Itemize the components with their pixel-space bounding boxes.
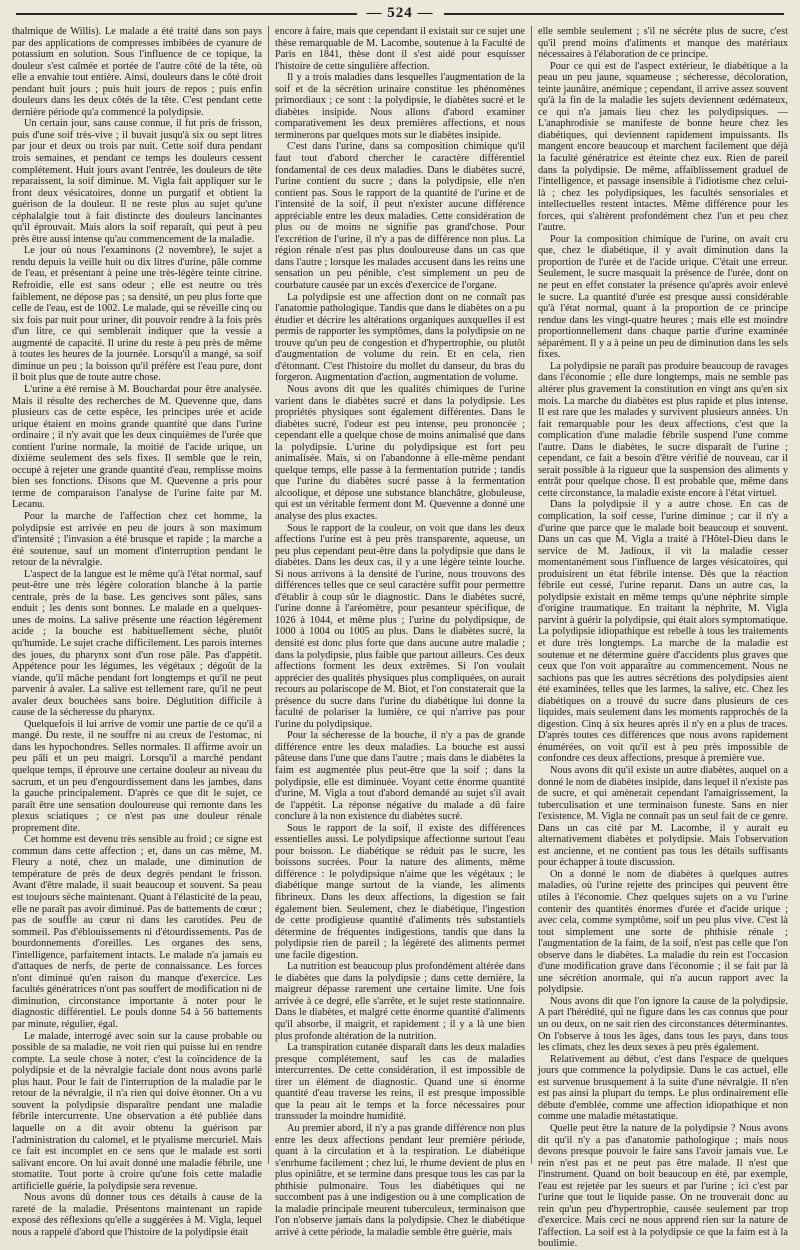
paragraph: Sous le rapport de la couleur, on voit que dans les deux affections l'urine est à peu près transparente, aqueuse, un peu plus cependant peut-être dans la polydipsie que dans le diabètes. Dans les deux cas, il y a une légère teinte louche. Si nous arrivons à la densité de l'urine, nous trouvons des différences telles que ce seul caractère suffit pour permettre d'établir à coup sûr le diagnostic. Dans le diabètes sucré, l'urine donne à l'aréomètre, pour pesanteur spécifique, de 1026 à 1044, et même plus ; l'urine du polydipsique, de 1000 à 1004 ou 1005 au plus. Dans le diabètes sucré, la densité est donc plus forte que dans aucune autre maladie ; dans la polydipsie, plus faible que partout ailleurs. Ces deux affections forment les deux extrêmes. Si l'on voulait apprécier des qualités physiques plus compliquées, on aurait recours au polariscope de M. Biot, et l'on constaterait que la présence du sucre dans l'urine du diabétique lui donne la faculté de polariser la lumière, ce qui n'arrive pas pour l'urine du polydipsique. (275, 522, 525, 730)
paragraph: L'aspect de la langue est le même qu'à l'état normal, sauf peut-être une très légère coloration blanche à la partie centrale, près de la base. Les gencives sont pâles, sans enduit ; les dents sont bonnes. Le malade en a quelques-unes de moins. La salive présente une réaction légèrement acide ; la bouche est habituellement sèche, plutôt qu'humide. Le sujet crache difficilement. Les parois internes des joues, du pharynx sont d'un rose pâle. Pas d'appétit. Appétence pour les légumes, les végétaux ; dégoût de la viande, qu'il mâche pendant fort longtemps et qu'il ne peut parvenir à avaler. La salive est tellement rare, qu'il ne peut avaler deux bouchées sans boire. Déglutition difficile à cause de la sécheresse du pharynx. (12, 568, 262, 719)
paragraph: Pour ce qui est de l'aspect extérieur, le diabétique a la peau un peu jaune, squameuse ; sécheresse, décoloration, teinte jaunâtre, anémique ; cependant, il arrive assez souvent qu'à la fin de la maladie les sujets deviennent œdémateux, ce qui n'a jamais lieu chez les polydipsiques. — L'anaphrodisie se manifeste de bonne heure chez les diabétiques, qui deviennent rapidement impuissants. Ils mangent encore beaucoup et marchent facilement que déjà la faculté génératrice est éteinte chez eux. Rien de pareil dans la polydipsie. De même, affaiblissement graduel de l'intelligence, et passage insensible à l'idiotisme chez celui-là ; chez les polydipsiques, les facultés sensoriales et intellectuelles restent intactes. Même différence pour les forces, qui s'altèrent profondément chez l'un et peu chez l'autre. (538, 60, 788, 234)
paragraph: C'est dans l'urine, dans sa composition chimique qu'il faut tout d'abord chercher le caractère différentiel fondamental de ces deux maladies. Dans le diabètes sucré, l'urine contient du sucre ; dans la polydipsie, elle n'en contient pas. Sous le rapport de la quantité de l'urine et de l'intensité de la soif, il peut n'exister aucune différence appréciable entre les deux maladies. Cette considération de plus ou de moins ne signifie pas grand'chose. Pour l'excrétion de l'urine, il n'y a pas de différence non plus. La région rénale n'est pas plus douloureuse dans un cas que dans l'autre ; lorsque les malades accusent dans les reins une sensation un peu pénible, c'est simplement un peu de courbature causée par un excès d'exercice de l'organe. (275, 141, 525, 292)
column-2 (268, 26, 531, 1238)
paragraph: Un certain jour, sans cause connue, il fut pris de frisson, puis d'une soif très-vive ; il buvait jusqu'à six ou sept litres par jour et deux ou trois par nuit. Cette soif dura pendant trois semaines, et pendant ce temps les douleurs cessent complétement. Huit jours avant l'entrée, les douleurs de tête reparaissent, la soif diminue. M. Vigla fait appliquer sur le front deux vésicatoires, donne un purgatif et obtient la guérison de la douleur. Il ne reste plus au sujet qu'une céphalalgie tout à fait distincte des douleurs lancinantes qu'il éprouvait. Mais alors la soif reparaît, qui peut à peu près être aussi intense qu'au commencement de la maladie. (12, 118, 262, 245)
column-3 (531, 26, 794, 1250)
paragraph: La nutrition est beaucoup plus profondément altérée dans le diabètes que dans la polydipsie ; dans cette dernière, la maigreur dépasse rarement une certaine limite. Une fois arrivée à ce degré, elle s'arrête, et le sujet reste stationnaire. Dans le diabètes, et malgré cette énorme quantité d'aliments qu'il absorbe, il maigrit, et rapidement ; il y a là une bien plus profonde altération de la nutrition. (275, 961, 525, 1042)
paragraph: Il y a trois maladies dans lesquelles l'augmentation de la soif et de la sécrétion urinaire constitue les phénomènes primordiaux ; ce sont : la polydipsie, le diabètes sucré et le diabètes insipide. Nous allons d'abord examiner comparativement les deux premières affections, et nous terminerons par quelques mots sur le diabètes insipide. (275, 72, 525, 141)
column-1 (6, 26, 268, 1238)
paragraph: On a donné le nom de diabètes à quelques autres maladies, où l'urine rejette des principes qui peuvent être utiles à l'économie. Chez quelques sujets on a vu l'urine contenir des quantités énormes d'urée et d'acide urique ; avec cela, comme symptôme, soif un peu plus vive. C'est là tout simplement une sorte de phthisie rénale ; l'augmentation de la faim, de la soif, n'est pas celle que l'on observe dans le diabètes. La maladie du rein est l'occasion d'une modification grave dans l'économie ; il se fait par là une sécrétion anormale, qui n'a aucun rapport avec la polydipsie. (538, 868, 788, 996)
paragraph: Nous avons dit que l'on ignore la cause de la polydipsie. A part l'hérédité, qui ne figure dans les cas connus que pour un ou deux, on ne sait rien des circonstances déterminantes. On l'observe à tous les âges, dans tous les pays, dans tous les climats, chez les deux sexes à peu près également. (538, 995, 788, 1054)
paragraph: Relativement au début, c'est dans l'espace de quelques jours que commence la polydipsie. Dans le cas actuel, elle est survenue brusquement à la suite d'une névralgie. Il n'en est pas ainsi la plupart du temps. Le plus ordinairement elle débute d'emblée, comme une affection idiopathique et non comme une maladie métastatique. (538, 1053, 788, 1123)
paragraph: Nous avons dit qu'il existe un autre diabètes, auquel on a donné le nom de diabètes insipide, dans lequel il n'existe pas de sucre, et qui amènerait cependant l'amaigrissement, la tuberculisation et une terminaison funeste. Sans en nier l'existence, M. Vigla ne connaît pas un seul fait de ce genre. Dans un cas cité par M. Lacombe, il y aurait eu alternativement diabètes et polydipsie. Mais l'observation est ancienne, et ne contient pas tous les détails suffisants pour échapper à toute discussion. (538, 765, 788, 869)
paragraph: Cet homme est devenu très sensible au froid ; ce signe est commun dans cette affection ; et, dans un cas même, M. Fleury a noté, chez un malade, une diminution de température de près de deux degrés pendant le frisson. Avant d'être malade, il suait beaucoup et souvent. Sa peau est toujours sèche maintenant. Quant à l'élasticité de la peau, elle ne paraît pas avoir diminué. Pas de battements de cœur ; pas de souffle au cœur ni dans les carotides. Peu de sommeil. Pas d'éblouissements ni d'étourdissements. Pas de bourdonnements d'oreilles. Les organes des sens, l'intelligence, parfaitement intacts. Le malade n'a jamais eu d'attaques de nerfs, de perte de connaissance. Les forces n'ont diminué qu'en raison du manque d'exercice. Les facultés génératrices n'ont pas souffert de modification ni de diminution, circonstance importante à noter pour le diagnostic différentiel. Le pouls donne 54 à 56 battements par minute, régulier, égal. (12, 834, 262, 1031)
paragraph: La polydipsie est une affection dont on ne connaît pas l'anatomie pathologique. Tandis que dans le diabètes on a pu étudier et décrire les altérations organiques auxquelles il est permis de rapporter les symptômes, dans la polydipsie on ne trouve qu'un peu de congestion et d'hypertrophie, ou plutôt d'augmentation de volume du rein. Et en cela, rien d'étonnant. C'est l'histoire du mollet du danseur, du bras du forgeron. Augmentation d'action, augmentation de volume. (275, 291, 525, 384)
paragraph: Pour la composition chimique de l'urine, on avait cru que, chez le diabétique, il y avait diminution dans la proportion de l'urée et de l'acide urique. C'était une erreur. Seulement, le sucre masquait la présence de l'urée, dont on ne peut en effet constater la présence qu'après avoir enlevé le sucre. La quantité d'urée est presque aussi considérable qu'à l'état normal, quant à la proportion de ce principe rendue dans les vingt-quatre heures ; mais elle est moindre proportionnellement dans chaque partie d'urine examinée séparément. Il y a à peine un peu de diminution dans les sels fixes. (538, 233, 788, 361)
paragraph: La transpiration cutanée disparaît dans les deux maladies presque complétement, sauf les cas de maladies intercurrentes. De cette considération, il est impossible de tirer un élément de diagnostic. Quand une si énorme quantité d'eau traverse les reins, il est presque impossible que la peau ait le temps et la force nécessaires pour transsuder la moindre humidité. (275, 1042, 525, 1123)
paragraph: Nous avons dit que les qualités chimiques de l'urine varient dans le diabètes sucré et dans la polydipsie. Les propriétés physiques sont également différentes. Dans le diabètes sucré, l'odeur est peu intense, peu prononcée ; cependant elle a quelque chose de moins animalisé que dans la polydipsie. L'urine du polydipsique est fort peu animalisée. Mais, si on l'abandonne à elle-même pendant quelque temps, elle passe à la fermentation putride ; tandis que l'urine du diabètes sucré passe à la fermentation alcoolique, et dépose une substance blanchâtre, globuleuse, qui est un véritable ferment dont M. Quevenne a donné une analyse des plus exactes. (275, 383, 525, 522)
paragraph: Quelle peut être la nature de la polydipsie ? Nous avons dit qu'il n'y a pas d'anatomie pathologique ; mais nous devons presque pouvoir le faire sans l'avoir jamais vue. Le rein n'est pas et ne peut pas être malade. Il n'est que l'instrument. Quand on boit beaucoup en été, par exemple, l'eau est rejetée par les sueurs et par l'urine ; ici c'est par l'urine que tout le liquide passe. On ne trouverait donc au rein qu'un peu d'hypertrophie, causée seulement par trop d'exercice. Mais ceci ne nous apprend rien sur la nature de l'affection. La soif est à la polydipsie ce que la faim est à la boulimie. (538, 1122, 788, 1250)
header-rule-left (16, 13, 364, 15)
paragraph: La polydipsie ne paraît pas produire beaucoup de ravages dans l'économie ; elle dure longtemps, mais ne semble pas altérer plus gravement la constitution en vingt ans qu'en six mois. La marche du diabètes est plus rapide et plus intense. Il est rare que les malades y survivent plusieurs années. Un fait remarquable pour les deux affections, c'est que la complication d'une maladie fébrile suspend l'une comme l'autre. Dans le diabètes, le sucre disparaît de l'urine ; cependant, ce fait a besoin d'être vérifié de nouveau, car il serait possible à la rigueur que la suspension des aliments y entrât pour quelque chose. Il est probable que, même dans cette circonstance, la maladie existe encore à l'état virtuel. (538, 360, 788, 499)
paragraph: Nous avons dû donner tous ces détails à cause de la rareté de la maladie. Présentons maintenant un rapide exposé des réflexions qu'elle a suggérées à M. Vigla, lequel nous a rappelé d'abord que l'histoire de la polydipsie était (12, 1192, 262, 1238)
page-header (6, 0, 794, 26)
paragraph: Pour la sécheresse de la bouche, il n'y a pas de grande différence entre les deux maladies. La bouche est aussi pâteuse dans l'une que dans l'autre ; mais dans le diabètes la faim est augmentée plus peut-être que la soif ; dans la polydipsie, elle est diminuée. Voyant cette énorme quantité d'urine, M. Vigla a tout d'abord demandé au sujet s'il avait de l'appétit. La réponse négative du malade a dû faire conclure à la non existence du diabètes sucré. (275, 730, 525, 823)
page-number: — 524 — (357, 5, 444, 22)
paragraph: Au premier abord, il n'y a pas grande différence non plus entre les deux affections pendant leur première période, quant à la circulation et à la respiration. Le diabétique s'enrhume facilement ; chez lui, le rhume devient de plus en plus opiniâtre, et se termine dans presque tous les cas par la phthisie pulmonaire. Tous les diabétiques qui ne succombent pas à une indigestion ou à une complication de la maladie principale meurent tuberculeux, terminaison que l'on n'observe jamais dans la polydipsie. Chez le diabétique arrivé à cette période, la maladie semble être guérie, mais (275, 1122, 525, 1238)
paragraph: Le jour où nous l'examinons (2 novembre), le sujet a rendu depuis la veille huit ou dix litres d'urine, pâle comme de l'eau, et présentant à peine une très-légère teinte citrine. Refroidie, elle est sans odeur ; elle est neutre ou très faiblement, ne dépose pas ; sa densité, un peu plus forte que celle de l'eau, est de 1002. Le malade, qui se réveille cinq ou six fois par nuit pour uriner, dit pouvoir rendre à la fois près d'un litre, ce qui semblerait indiquer que la vessie a augmenté de capacité. Il urine du reste à peu près de même à toutes les heures de la journée. Lorsqu'il a mangé, sa soif diminue un peu ; la boisson qu'il préfère est l'eau pure, dont il boit plus que de toute autre chose. (12, 245, 262, 384)
paragraph: Le malade, interrogé avec soin sur la cause probable ou possible de sa maladie, ne voit rien qui puisse lui en rendre compte. La seule chose à noter, c'est la coïncidence de la polydipsie et de la névralgie faciale dont nous avons parlé plus haut. Pour le fait de l'interruption de la maladie par le retour de la névralgie, il n'a rien qui doive étonner. On a vu souvent la polydipsie disparaître pendant une maladie fébrile intercurrente. Une observation a été publiée dans laquelle on a dit avoir obtenu la guérison par l'administration du calomel, et le ptyalisme mercuriel. Mais ce fait est incomplet en ce sens que le malade est sorti salivant encore. On lui avait donné une maladie fébrile, une stomatite. Tout porte à croire qu'une fois cette maladie artificielle guérie, la polydipsie sera revenue. (12, 1030, 262, 1192)
paragraph: Pour la marche de l'affection chez cet homme, la polydipsie est arrivée en peu de jours à son maximum d'intensité ; l'invasion a été brusque et rapide ; la marche a été soutenue, sauf un moment d'interruption pendant le retour de la névralgie. (12, 510, 262, 569)
paragraph: Sous le rapport de la soif, il existe des différences essentielles aussi. Le polydipsique affectionne surtout l'eau pour boisson. Le diabétique se réduit pas le sucre, les boissons sucrées. Pour la nature des aliments, même différence : le polydipsique n'aime que les végétaux ; le diabétique mange surtout de la viande, les aliments fibrineux. Dans les deux affections, la digestion se fait également bien. Seulement, chez le diabétique, l'ingestion de cette prodigieuse quantité d'aliments très substantiels détermine de fréquentes indigestions, tandis que dans la polydipsie rien de pareil ; la légèreté des aliments permet une facile digestion. (275, 822, 525, 961)
paragraph: encore à faire, mais que cependant il existait sur ce sujet une thèse remarquable de M. Lacombe, soutenue à la Faculté de Paris en 1841, thèse dont il s'est aidé pour esquisser l'histoire de cette singulière affection. (275, 26, 525, 72)
header-rule-right (436, 13, 784, 15)
paragraph: Quelquefois il lui arrive de vomir une partie de ce qu'il a mangé. Du reste, il ne souffre ni au creux de l'estomac, ni dans les hypochondres. Selles normales. Il affirme avoir un peu pâli et un peu maigri. Lorsqu'il a marché pendant quelque temps, il éprouve une certaine douleur au niveau du sacrum, et un peu d'engourdissement dans les jambes, dans la gauche principalement. D'après ce que dit le sujet, ce paraît être une sensation douloureuse qui remonte dans les plexus sciatiques ; ce n'est pas une douleur rénale proprement dite. (12, 718, 262, 834)
paragraph: L'urine a été remise à M. Bouchardat pour être analysée. Mais il résulte des recherches de M. Quevenne que, dans plusieurs cas de cette espèce, les principes urée et acide urique étaient en moins grande quantité que dans l'urine ordinaire ; il n'y avait que les deux cinquièmes de l'urée que contient l'urine normale, la moitié de l'acide urique, un dixième seulement des sels fixes. Il semble que le rein, occupé à rejeter une grande quantité d'eau, remplisse moins bien ses fonctions. Disons que M. Quevenne a pris pour terme de comparaison l'analyse de l'urine faite par M. Lecanu. (12, 383, 262, 511)
paragraph: Dans la polydipsie il y a autre chose. En cas de complication, la soif cesse, l'urine diminue ; car il n'y a d'urine que parce que le malade boit beaucoup et souvent. Dans un cas que M. Vigla a traité à l'Hôtel-Dieu dans le service de M. Jadioux, il vit la maladie cesser momentanément sous l'influence de larges vésicatoires, qui produisirent un état fébrile intense. Dès que la réaction fébrile eut cessé, l'urine reparut. Dans un autre cas, la polydipsie existait en même temps qu'une néphrite simple d'origine traumatique. En traitant la néphrite, M. Vigla parvint à guérir la polydipsie, qui était alors symptomatique. La polydipsie idiopathique est rebelle à tous les traitements et dure très longtemps. La marche de la maladie est soutenue et ne détermine guère d'accidents plus graves que ceux que l'on voit apparaître au commencement. Nous ne sachions pas que les autres sécrétions des polydipsies aient été examinées, telles que les larmes, la salive, etc. Chez les diabétiques on a trouvé du sucre dans plusieurs de ces liquides, mais seulement dans les moments rapprochés de la digestion. Cinq à six heures après il n'y en a plus de traces. D'après toutes ces différences que nous avons rapidement énumérées, on voit qu'il est à peu près impossible de confondre ces deux affections, presque à première vue. (538, 499, 788, 765)
paragraph: elle semble seulement ; s'il ne sécrète plus de sucre, c'est qu'il prend moins d'aliments et manque des matériaux nécessaires à l'élaboration de ce principe. (538, 26, 788, 61)
text-columns (6, 26, 794, 1250)
paragraph: thalmique de Willis). Le malade a été traité dans son pays par des applications de compresses imbibées de cyanure de potassium en solution. Sous l'influence de ce topique, la douleur s'est calmée et portée de l'autre côté de la tête, où elle a envahie tout entière. Ainsi, douleurs dans le côté droit pendant huit jours ; puis huit jours de repos ; puis enfin douleurs dans les deux côtés de la tête. C'est pendant cette dernière période qu'a commencé la polydipsie. (12, 26, 262, 118)
